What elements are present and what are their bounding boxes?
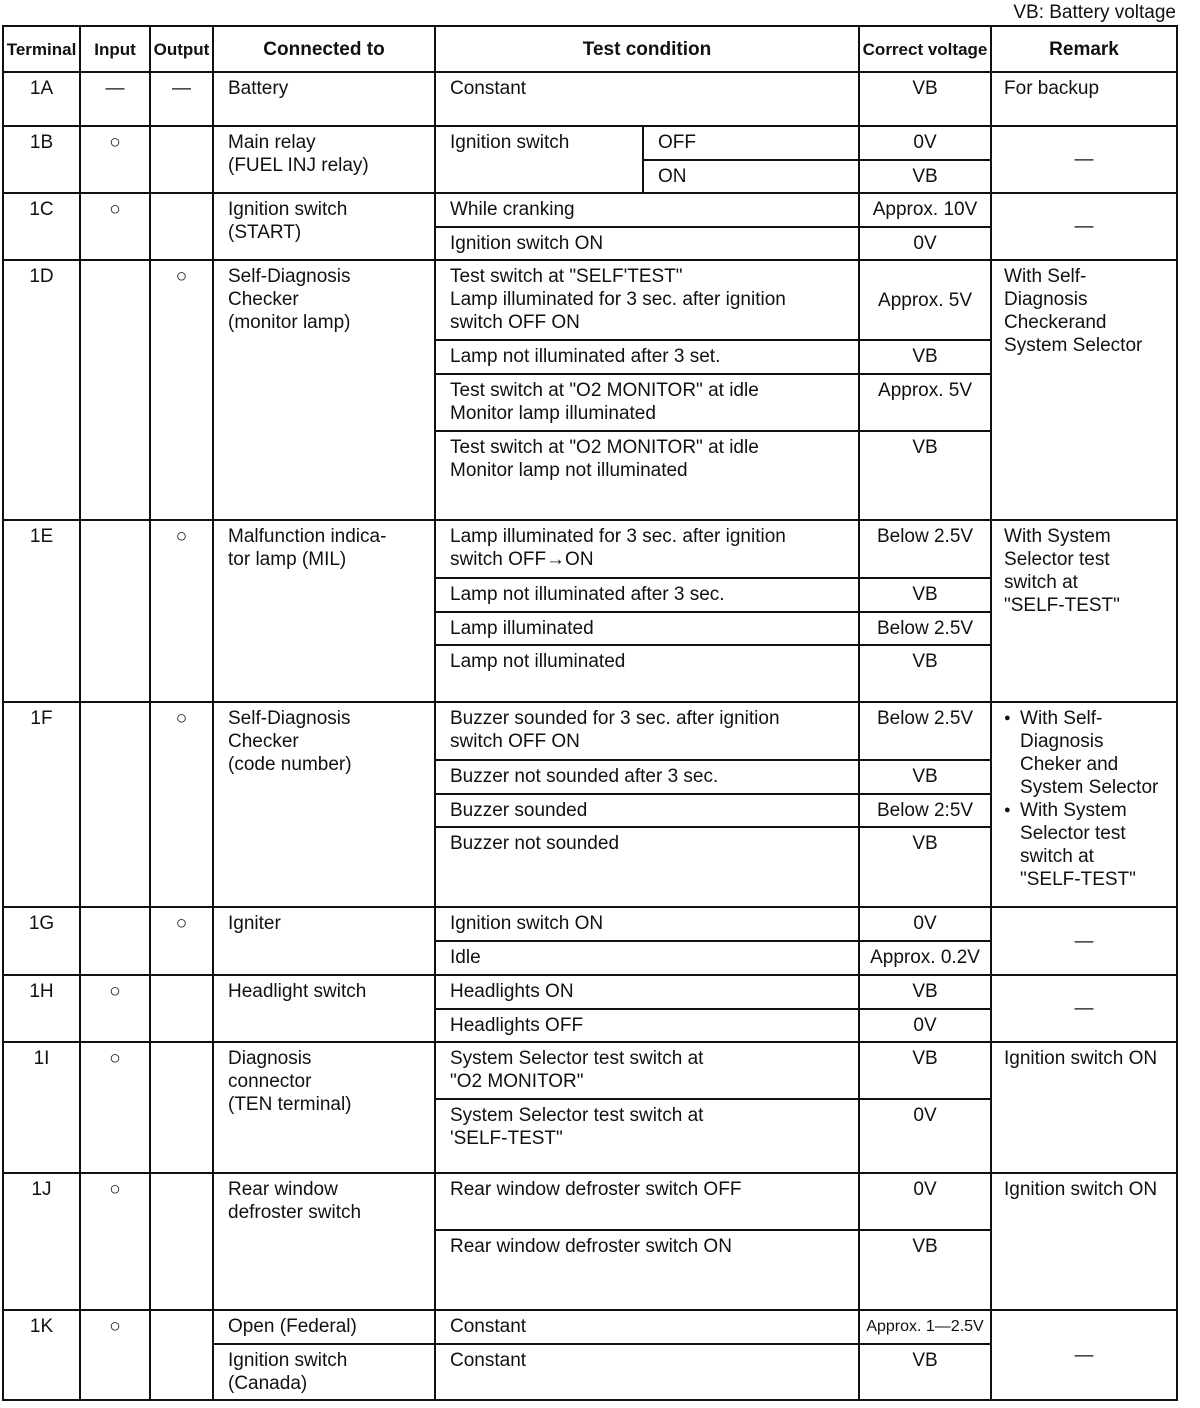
remark-bullet: ● With System Selector test switch at "SELF-TEST" [1020, 799, 1168, 891]
voltage-cell: VB [859, 340, 991, 374]
remark-bullet: ● With Self- Diagnosis Cheker and System Selector [1020, 707, 1168, 799]
voltage-cell: VB [859, 760, 991, 794]
table-row [3, 1173, 1177, 1230]
test-cell: Ignition switch [435, 126, 643, 193]
output-cell: ○ [150, 260, 213, 520]
connected-cell: Self-Diagnosis Checker (code number) [213, 702, 435, 907]
voltage-cell: Below 2.5V [859, 702, 991, 760]
table-row [3, 702, 1177, 760]
input-cell: ○ [80, 1042, 150, 1173]
output-cell [150, 126, 213, 193]
connected-cell: Battery [213, 72, 435, 126]
remark-cell: — [991, 126, 1177, 193]
header-output: Output [150, 26, 213, 72]
voltage-cell: VB [859, 1344, 991, 1400]
voltage-cell: Approx. 10V [859, 193, 991, 227]
test-cell: Test switch at "O2 MONITOR" at idle Monitor lamp illuminated [435, 374, 859, 431]
header-correct-voltage: Correct voltage [859, 26, 991, 72]
remark-cell: — [991, 193, 1177, 260]
connected-cell: Malfunction indica- tor lamp (MIL) [213, 520, 435, 702]
header-input: Input [80, 26, 150, 72]
input-cell: ○ [80, 1173, 150, 1310]
voltage-cell: VB [859, 431, 991, 520]
test-cell: Buzzer not sounded after 3 sec. [435, 760, 859, 794]
remark-cell: — [991, 1310, 1177, 1400]
connected-cell: Diagnosis connector (TEN terminal) [213, 1042, 435, 1173]
input-cell: ○ [80, 1310, 150, 1400]
output-cell [150, 975, 213, 1042]
voltage-cell: Approx. 5V [859, 260, 991, 340]
terminal-cell: 1G [3, 907, 80, 975]
table-row [3, 260, 1177, 340]
remark-cell: — [991, 975, 1177, 1042]
remark-cell: Ignition switch ON [991, 1173, 1177, 1310]
terminal-cell: 1I [3, 1042, 80, 1173]
terminal-cell: 1C [3, 193, 80, 260]
connected-cell: Headlight switch [213, 975, 435, 1042]
remark-cell: With Self- Diagnosis Checkerand System Selector [991, 260, 1177, 520]
test-cell: Buzzer not sounded [435, 827, 859, 907]
input-cell: — [80, 72, 150, 126]
output-cell [150, 1173, 213, 1310]
output-cell: ○ [150, 702, 213, 907]
terminal-cell: 1D [3, 260, 80, 520]
table-row [3, 907, 1177, 941]
test-cell: Constant [435, 1344, 859, 1400]
test-cell: Lamp illuminated [435, 612, 859, 645]
output-cell [150, 1310, 213, 1400]
voltage-cell: 0V [859, 1009, 991, 1042]
input-cell [80, 260, 150, 520]
test-cell: System Selector test switch at "O2 MONITOR" [435, 1042, 859, 1099]
connected-cell: Ignition switch (START) [213, 193, 435, 260]
test-cell: Buzzer sounded for 3 sec. after ignition switch OFF ON [435, 702, 859, 760]
voltage-cell: 0V [859, 1173, 991, 1230]
test-cell: Test switch at "O2 MONITOR" at idle Monitor lamp not illuminated [435, 431, 859, 520]
terminal-cell: 1F [3, 702, 80, 907]
header-test-condition: Test condition [435, 26, 859, 72]
table-row [3, 1042, 1177, 1099]
header-row [3, 26, 1177, 72]
voltage-cell: Approx. 1—2.5V [859, 1310, 991, 1344]
test-cell: Buzzer sounded [435, 794, 859, 827]
voltage-cell: 0V [859, 227, 991, 260]
test-cell: Constant [435, 72, 859, 126]
test-cell: Headlights OFF [435, 1009, 859, 1042]
voltage-cell: VB [859, 160, 991, 193]
test-cell: System Selector test switch at 'SELF-TEST" [435, 1099, 859, 1173]
voltage-cell: VB [859, 72, 991, 126]
terminal-voltage-table [2, 25, 1178, 1401]
test-cell: Rear window defroster switch OFF [435, 1173, 859, 1230]
terminal-cell: 1H [3, 975, 80, 1042]
header-connected-to: Connected to [213, 26, 435, 72]
test-cell: Rear window defroster switch ON [435, 1230, 859, 1310]
connected-cell: Rear window defroster switch [213, 1173, 435, 1310]
output-cell [150, 1042, 213, 1173]
test-subcondition-cell: ON [643, 160, 859, 193]
test-cell: Lamp illuminated for 3 sec. after ignition switch OFF→ON [435, 520, 859, 578]
terminal-cell: 1A [3, 72, 80, 126]
input-cell: ○ [80, 193, 150, 260]
test-cell: Lamp not illuminated after 3 set. [435, 340, 859, 374]
voltage-cell: 0V [859, 907, 991, 941]
input-cell [80, 907, 150, 975]
table-row [3, 975, 1177, 1009]
terminal-cell: 1J [3, 1173, 80, 1310]
input-cell [80, 702, 150, 907]
table-row [3, 520, 1177, 578]
voltage-cell: Approx. 5V [859, 374, 991, 431]
remark-cell: Ignition switch ON [991, 1042, 1177, 1173]
connected-cell: Open (Federal) [213, 1310, 435, 1344]
battery-voltage-note: VB: Battery voltage [1013, 2, 1176, 23]
voltage-cell: 0V [859, 126, 991, 160]
connected-cell: Self-Diagnosis Checker (monitor lamp) [213, 260, 435, 520]
test-cell: Headlights ON [435, 975, 859, 1009]
table-row [3, 72, 1177, 126]
remark-cell: For backup [991, 72, 1177, 126]
output-cell: ○ [150, 520, 213, 702]
test-cell: Constant [435, 1310, 859, 1344]
header-terminal: Terminal [3, 26, 80, 72]
voltage-cell: 0V [859, 1099, 991, 1173]
terminal-cell: 1K [3, 1310, 80, 1400]
input-cell: ○ [80, 975, 150, 1042]
voltage-cell: Approx. 0.2V [859, 941, 991, 975]
test-cell: Test switch at "SELF'TEST" Lamp illuminated for 3 sec. after ignition switch OFF ON [435, 260, 859, 340]
remark-cell [991, 702, 1177, 907]
test-subcondition-cell: OFF [643, 126, 859, 160]
test-cell: Ignition switch ON [435, 907, 859, 941]
voltage-cell: VB [859, 645, 991, 702]
voltage-cell: VB [859, 1042, 991, 1099]
voltage-cell: Below 2.5V [859, 612, 991, 645]
output-cell: ○ [150, 907, 213, 975]
remark-cell: With System Selector test switch at "SELF-TEST" [991, 520, 1177, 702]
terminal-cell: 1B [3, 126, 80, 193]
connected-cell: Main relay (FUEL INJ relay) [213, 126, 435, 193]
voltage-cell: Below 2.5V [859, 520, 991, 578]
voltage-cell: VB [859, 975, 991, 1009]
connected-cell: Ignition switch (Canada) [213, 1344, 435, 1400]
voltage-cell: Below 2:5V [859, 794, 991, 827]
test-cell: Ignition switch ON [435, 227, 859, 260]
voltage-cell: VB [859, 1230, 991, 1310]
voltage-cell: VB [859, 827, 991, 907]
remark-cell: — [991, 907, 1177, 975]
test-cell: While cranking [435, 193, 859, 227]
voltage-cell: VB [859, 578, 991, 612]
table-row [3, 126, 1177, 160]
output-cell: — [150, 72, 213, 126]
test-cell: Lamp not illuminated after 3 sec. [435, 578, 859, 612]
table-row [3, 1310, 1177, 1344]
input-cell: ○ [80, 126, 150, 193]
output-cell [150, 193, 213, 260]
header-remark: Remark [991, 26, 1177, 72]
test-cell: Lamp not illuminated [435, 645, 859, 702]
test-cell: Idle [435, 941, 859, 975]
terminal-cell: 1E [3, 520, 80, 702]
table-row [3, 193, 1177, 227]
input-cell [80, 520, 150, 702]
connected-cell: Igniter [213, 907, 435, 975]
